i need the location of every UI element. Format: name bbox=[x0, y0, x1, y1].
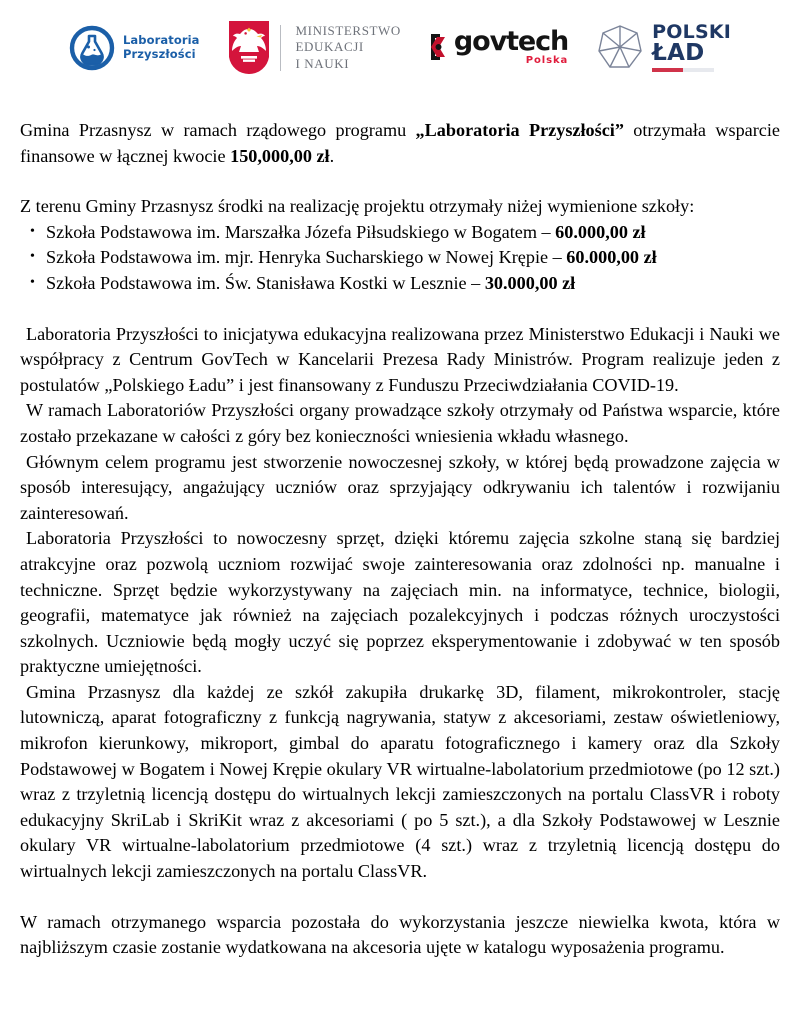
logo-laboratoria-line2: Przyszłości bbox=[122, 46, 196, 61]
polish-eagle-coat-of-arms-icon bbox=[228, 20, 270, 75]
school-name: Szkoła Podstawowa im. Św. Stanisława Kostki w Lesznie – bbox=[46, 272, 485, 293]
paragraph-purchased-equipment: Gmina Przasnysz dla każdej ze szkół zakupiła drukarkę 3D, filament, mikrokontroler, stację lutowniczą, aparat fotograficzny z funkcją nagrywania, statyw z akcesoriami, zestaw oświetleniowy, mikrofon kierunkowy, mikroport, gimbal do aparatu fotograficznego i kamery oraz dla Szkoły Podstawowej w Bogatem i Nowej Krępie okulary VR wirtualne-labolatorium przedmiotowe (po 12 szt.) wraz z trzyletnią licencją dostępu do wirtualnych lekcji zamieszczonych na portalu ClassVR i roboty edukacyjny SkriLab i SkriKit wraz z akcesoriami ( po 5 szt.), a dla Szkoły Podstawowej w Lesznie okulary VR wirtualne-labolatorium przedmiotowe (4 szt.) wraz z trzyletnią licencją dostępu do wirtualnych lekcji zamieszczonych na portalu ClassVR. bbox=[20, 681, 780, 882]
polygon-star-icon bbox=[596, 23, 644, 71]
school-amount: 30.000,00 zł bbox=[484, 272, 576, 293]
logo-ministerstwo-line1: MINISTERSTWO bbox=[295, 22, 401, 38]
logo-govtech-wordmark: govtech bbox=[453, 25, 569, 57]
logo-laboratoria-line1: Laboratoria bbox=[122, 32, 200, 47]
logo-polski-lad-underline bbox=[652, 68, 714, 72]
opening-before-program: Gmina Przasnysz w ramach rządowego programu bbox=[20, 120, 416, 140]
spacer bbox=[20, 169, 780, 194]
logo-govtech-subtitle: Polska bbox=[525, 55, 569, 67]
logo-govtech-polska bbox=[429, 25, 569, 67]
paragraph-opening bbox=[20, 118, 780, 169]
opening-after-program: otrzymała wsparcie finansowe w łącznej kwocie bbox=[20, 120, 780, 166]
paragraph-modern-equipment: Laboratoria Przyszłości to nowoczesny sprzęt, dzięki któremu zajęcia szkolne staną się bardziej atrakcyjne oraz pozwolą uczniom rozwijać swoje zainteresowania oraz zdolności np. manualne i techniczne. Sprzęt będzie wykorzystywany na zajęciach min. na informatyce, technice, biologii, geografii, matematyce jak również na zajęciach pozalekcyjnych i podczas różnych uroczystości szkolnych. Uczniowie będą mogły uczyć się poprzez eksperymentowanie i zdobywać w ten sposób praktyczne umiejętności. bbox=[20, 528, 780, 677]
school-amount: 60.000,00 zł bbox=[555, 221, 646, 242]
program-name: „Laboratoria Przyszłości” bbox=[415, 120, 624, 140]
school-amount: 60.000,00 zł bbox=[566, 247, 657, 268]
underline-bar-red bbox=[652, 68, 683, 72]
underline-bar-white bbox=[683, 68, 714, 72]
logo-ministerstwo-edukacji-i-nauki bbox=[228, 20, 401, 75]
paragraph-program-description: Laboratoria Przyszłości to inicjatywa edukacyjna realizowana przez Ministerstwo Edukacji i Nauki we współpracy z Centrum GovTech w Kancelarii Prezesa Rady Ministrów. Program realizuje jeden z postulatów „Polskiego Ładu” i jest finansowany z Funduszu Przeciwdziałania COVID-19. bbox=[20, 323, 780, 395]
logo-polski-lad-line1: POLSKI bbox=[652, 20, 732, 43]
logo-laboratoria-label bbox=[123, 34, 200, 61]
school-name: Szkoła Podstawowa im. mjr. Henryka Sucharskiego w Nowej Krępie – bbox=[46, 247, 567, 268]
list-item bbox=[20, 245, 780, 271]
logo-govtech-label bbox=[453, 25, 569, 67]
spacer bbox=[20, 885, 780, 910]
schools-list bbox=[20, 220, 780, 297]
logo-polski-lad bbox=[596, 20, 732, 73]
total-amount: 150,000,00 zł bbox=[230, 145, 330, 166]
flask-in-circle-icon bbox=[69, 25, 115, 71]
list-item bbox=[20, 220, 780, 246]
logo-ministerstwo-line3: I NAUKI bbox=[295, 55, 350, 71]
logo-banner bbox=[0, 0, 800, 95]
logo-polski-lad-label bbox=[652, 20, 732, 73]
spacer bbox=[20, 297, 780, 322]
govtech-bracket-icon bbox=[429, 33, 451, 61]
list-item bbox=[20, 271, 780, 297]
opening-end: . bbox=[329, 145, 335, 166]
paragraph-closing: W ramach otrzymanego wsparcia pozostała do wykorzystania jeszcze niewielka kwota, która w najbliższym czasie zostanie wydatkowana na akcesoria ujęte w katalogu wyposażenia programu. bbox=[20, 911, 780, 958]
document-body bbox=[20, 118, 780, 961]
logo-divider bbox=[280, 25, 281, 71]
logo-ministerstwo-line2: EDUKACJI bbox=[295, 39, 364, 55]
paragraph-program-goal: Głównym celem programu jest stworzenie nowoczesnej szkoły, w której będą prowadzone zajęcia w sposób interesujący, angażujący uczniów oraz sprzyjający odkrywaniu ich talentów i rozwijaniu zainteresowań. bbox=[20, 451, 780, 523]
school-name: Szkoła Podstawowa im. Marszałka Józefa Piłsudskiego w Bogatem – bbox=[46, 221, 556, 242]
schools-intro: Z terenu Gminy Przasnysz środki na realizację projektu otrzymały niżej wymienione szkoły: bbox=[20, 196, 695, 217]
paragraph-state-support: W ramach Laboratoriów Przyszłości organy prowadzące szkoły otrzymały od Państwa wsparcie, które zostało przekazane w całości z góry bez konieczności wniesienia wkładu własnego. bbox=[20, 400, 780, 446]
logo-polski-lad-line2: ŁAD bbox=[652, 39, 705, 66]
logo-ministerstwo-label bbox=[296, 23, 401, 73]
logo-laboratoria-przyszlosci bbox=[69, 25, 200, 71]
